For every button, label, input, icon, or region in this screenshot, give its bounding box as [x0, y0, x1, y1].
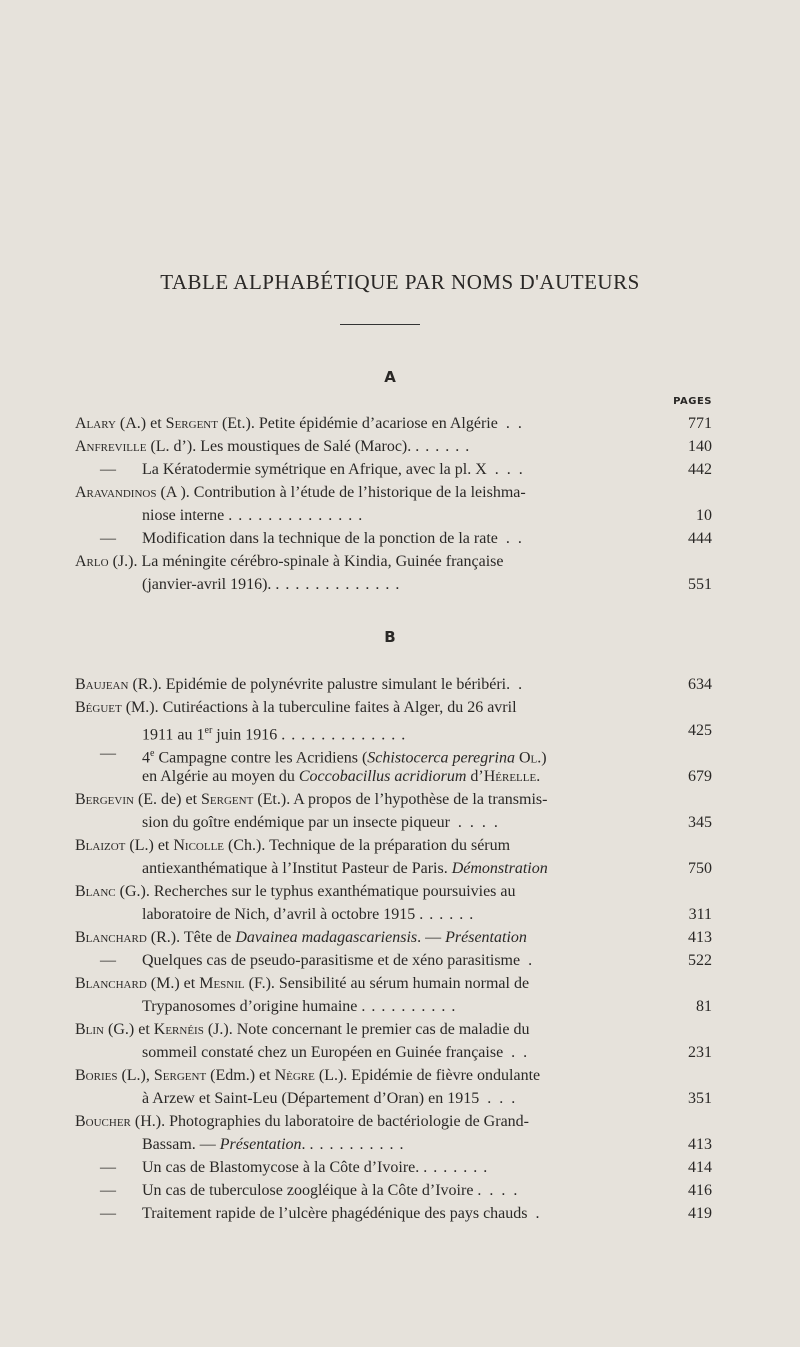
index-line: [0, 1157, 800, 1179]
entry-text: Blaizot (L.) et Nicolle (Ch.). Technique de la préparation du sérum: [75, 837, 511, 854]
page-number: 413: [688, 929, 712, 946]
page-title: TABLE ALPHABÉTIQUE PAR NOMS D'AUTEURS: [160, 270, 640, 294]
entry-text: La Kératodermie symétrique en Afrique, avec la pl. X . . .: [142, 461, 523, 478]
entry-text: Un cas de Blastomycose à la Côte d’Ivoire. .......: [142, 1159, 494, 1176]
index-line: [0, 482, 800, 504]
page-number: 81: [696, 998, 712, 1015]
index-line: [0, 528, 800, 550]
entry-text: Trypanosomes d’origine humaine ..........: [142, 998, 462, 1015]
page-number: 311: [688, 906, 712, 923]
page-number: 231: [688, 1044, 712, 1061]
ditto-dash: —: [100, 461, 116, 478]
page-number: 750: [688, 860, 712, 877]
index-line: [0, 904, 800, 926]
index-line: [0, 697, 800, 719]
page-number: 634: [688, 676, 712, 693]
entry-text: Béguet (M.). Cutiréactions à la tuberculine faites à Alger, du 26 avril: [75, 699, 517, 716]
page-number: 551: [688, 576, 712, 593]
entry-text: 1911 au 1er juin 1916 .............: [142, 725, 412, 744]
entry-text: Bassam. — Présentation. ..........: [142, 1136, 410, 1153]
entry-text: antiexanthématique à l’Institut Pasteur de Paris. Démonstration: [142, 860, 548, 877]
entry-text: Blanchard (M.) et Mesnil (F.). Sensibilité au sérum humain normal de: [75, 975, 530, 992]
entry-text: Anfreville (L. d’). Les moustiques de Salé (Maroc). ......: [75, 438, 476, 455]
section-letter-a: A: [384, 368, 396, 386]
index-line: [0, 881, 800, 903]
index-line: [0, 459, 800, 481]
entry-text: Quelques cas de pseudo-parasitisme et de xéno parasitisme .: [142, 952, 533, 969]
index-line: [0, 1203, 800, 1225]
ditto-dash: —: [100, 1205, 116, 1222]
page-number: 416: [688, 1182, 712, 1199]
page-number: 444: [688, 530, 712, 547]
title-rule: [340, 324, 420, 325]
index-line: [0, 674, 800, 696]
entry-text: Traitement rapide de l’ulcère phagédénique des pays chauds .: [142, 1205, 540, 1222]
entry-text: (janvier-avril 1916). .............: [142, 576, 406, 593]
page-number: 442: [688, 461, 712, 478]
entry-text: Baujean (R.). Epidémie de polynévrite palustre simulant le béribéri. .: [75, 676, 523, 693]
section-letter-b: B: [384, 628, 396, 646]
index-line: [0, 720, 800, 742]
index-line: [0, 1134, 800, 1156]
index-line: [0, 743, 800, 765]
entry-text: Modification dans la technique de la ponction de la rate . .: [142, 530, 522, 547]
index-line: [0, 766, 800, 788]
page-number: 413: [688, 1136, 712, 1153]
entry-text: Un cas de tuberculose zoogléique à la Côte d’Ivoire . . . .: [142, 1182, 518, 1199]
entry-text: 4e Campagne contre les Acridiens (Schistocerca peregrina Ol.): [142, 748, 547, 767]
index-line: [0, 1111, 800, 1133]
ditto-dash: —: [100, 1159, 116, 1176]
entry-text: Boucher (H.). Photographies du laboratoire de bactériologie de Grand-: [75, 1113, 529, 1130]
entry-text: à Arzew et Saint-Leu (Département d’Oran) en 1915 . . .: [142, 1090, 516, 1107]
entry-text: laboratoire de Nich, d’avril à octobre 1915 ......: [142, 906, 480, 923]
index-line: [0, 996, 800, 1018]
entry-text: Alary (A.) et Sergent (Et.). Petite épidémie d’acariose en Algérie . .: [75, 415, 522, 432]
page-number: 679: [688, 768, 712, 785]
index-line: [0, 1065, 800, 1087]
page-number: 10: [696, 507, 712, 524]
index-line: [0, 927, 800, 949]
index-line: [0, 812, 800, 834]
entry-text: Blanc (G.). Recherches sur le typhus exanthématique poursuivies au: [75, 883, 516, 900]
index-line: [0, 505, 800, 527]
entry-text: Bories (L.), Sergent (Edm.) et Nègre (L.). Epidémie de fièvre ondulante: [75, 1067, 541, 1084]
index-line: [0, 858, 800, 880]
page-number: 345: [688, 814, 712, 831]
index-line: [0, 950, 800, 972]
index-line: [0, 574, 800, 596]
ditto-dash: —: [100, 530, 116, 547]
entry-text: niose interne ..............: [142, 507, 369, 524]
entry-text: sommeil constaté chez un Européen en Guinée française . .: [142, 1044, 528, 1061]
index-line: [0, 1088, 800, 1110]
entry-text: Bergevin (E. de) et Sergent (Et.). A propos de l’hypothèse de la transmis-: [75, 791, 548, 808]
index-line: [0, 973, 800, 995]
index-line: [0, 835, 800, 857]
index-line: [0, 413, 800, 435]
index-line: [0, 1180, 800, 1202]
page-number: 140: [688, 438, 712, 455]
index-line: [0, 1042, 800, 1064]
page-number: 351: [688, 1090, 712, 1107]
entry-text: Aravandinos (A ). Contribution à l’étude de l’historique de la leishma-: [75, 484, 526, 501]
entry-text: en Algérie au moyen du Coccobacillus acridiorum d’Hérelle.: [142, 768, 541, 785]
ditto-dash: —: [100, 745, 116, 762]
index-line: [0, 789, 800, 811]
page-number: 425: [688, 722, 712, 739]
pages-column-header: PAGES: [673, 396, 712, 407]
entry-text: Blanchard (R.). Tête de Davainea madagascariensis. — Présentation: [75, 929, 527, 946]
page-number: 414: [688, 1159, 712, 1176]
index-line: [0, 436, 800, 458]
ditto-dash: —: [100, 1182, 116, 1199]
entry-text: Blin (G.) et Kernéis (J.). Note concernant le premier cas de maladie du: [75, 1021, 530, 1038]
entry-text: sion du goître endémique par un insecte piqueur . . . .: [142, 814, 498, 831]
entry-text: Arlo (J.). La méningite cérébro-spinale à Kindia, Guinée française: [75, 553, 504, 570]
page-number: 522: [688, 952, 712, 969]
index-line: [0, 1019, 800, 1041]
index-line: [0, 551, 800, 573]
ditto-dash: —: [100, 952, 116, 969]
page-number: 419: [688, 1205, 712, 1222]
page-number: 771: [688, 415, 712, 432]
